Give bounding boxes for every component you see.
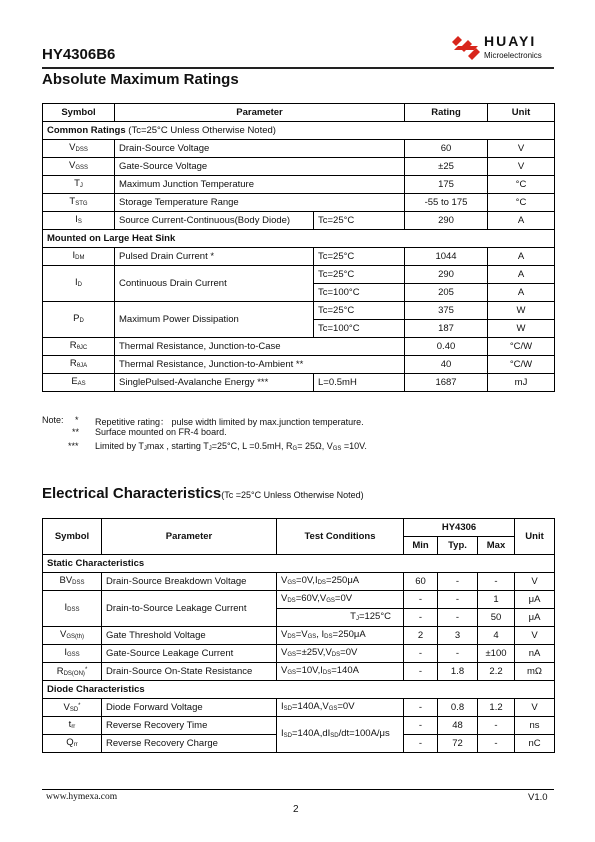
table-row <box>43 248 555 266</box>
rating-cell: 60 <box>405 140 488 158</box>
unit-cell: V <box>515 627 555 645</box>
parameter-cell: Maximum Power Dissipation <box>115 302 314 338</box>
symbol-cell: VGSS <box>43 158 115 176</box>
unit-cell: A <box>488 212 555 230</box>
unit-cell: mJ <box>488 374 555 392</box>
rating-cell: 290 <box>405 212 488 230</box>
typ-cell: 48 <box>438 717 478 735</box>
rating-cell: 0.40 <box>405 338 488 356</box>
condition-cell: VGS=10V,IDS=140A <box>277 663 404 681</box>
col-test-conditions: Test Conditions <box>277 519 404 555</box>
col-rating: Rating <box>405 104 488 122</box>
max-cell: 2.2 <box>478 663 515 681</box>
parameter-cell: Storage Temperature Range <box>115 194 405 212</box>
symbol-cell: IDSS <box>43 591 102 627</box>
unit-cell: V <box>488 140 555 158</box>
parameter-cell: Gate Threshold Voltage <box>102 627 277 645</box>
col-min: Min <box>404 537 438 555</box>
condition-cell: TJ=125°C <box>277 609 404 627</box>
parameter-cell: Thermal Resistance, Junction-to-Ambient ** <box>115 356 405 374</box>
typ-cell: 0.8 <box>438 699 478 717</box>
unit-cell: A <box>488 248 555 266</box>
rating-cell: 1687 <box>405 374 488 392</box>
ec-table <box>42 518 555 753</box>
condition-cell: L=0.5mH <box>314 374 405 392</box>
page-number: 2 <box>293 804 299 815</box>
col-typ: Typ. <box>438 537 478 555</box>
unit-cell: V <box>515 699 555 717</box>
footer-version: V1.0 <box>528 792 548 803</box>
table-row <box>43 140 555 158</box>
unit-cell: V <box>488 158 555 176</box>
symbol-cell: RθJC <box>43 338 115 356</box>
condition-cell: Tc=100°C <box>314 284 405 302</box>
min-cell: - <box>404 717 438 735</box>
rating-cell: 205 <box>405 284 488 302</box>
table-row <box>43 158 555 176</box>
group-heatsink <box>43 230 555 248</box>
rating-cell: 40 <box>405 356 488 374</box>
condition-cell: VDS=60V,VGS=0V <box>277 591 404 609</box>
parameter-cell: Drain-Source Breakdown Voltage <box>102 573 277 591</box>
symbol-cell: VDSS <box>43 140 115 158</box>
col-unit: Unit <box>488 104 555 122</box>
unit-cell: mΩ <box>515 663 555 681</box>
table-row <box>43 591 555 609</box>
group-static <box>43 555 555 573</box>
table-row <box>43 266 555 284</box>
group-diode <box>43 681 555 699</box>
unit-cell: μA <box>515 591 555 609</box>
condition-cell: Tc=25°C <box>314 266 405 284</box>
col-max: Max <box>478 537 515 555</box>
unit-cell: ns <box>515 717 555 735</box>
symbol-cell: ID <box>43 266 115 302</box>
col-symbol: Symbol <box>43 519 102 555</box>
footer-url: www.hymexa.com <box>46 792 118 802</box>
symbol-cell: PD <box>43 302 115 338</box>
typ-cell: - <box>438 645 478 663</box>
max-cell: 4 <box>478 627 515 645</box>
symbol-cell: TSTG <box>43 194 115 212</box>
rating-cell: 187 <box>405 320 488 338</box>
parameter-cell: Reverse Recovery Time <box>102 717 277 735</box>
unit-cell: °C <box>488 176 555 194</box>
table-row <box>43 717 555 735</box>
table-row <box>43 645 555 663</box>
group-static-label: Static Characteristics <box>43 555 555 573</box>
unit-cell: °C/W <box>488 338 555 356</box>
parameter-cell: Source Current-Continuous(Body Diode) <box>115 212 314 230</box>
ec-title: Electrical Characteristics(Tc =25°C Unless Otherwise Noted) <box>42 485 364 502</box>
min-cell: - <box>404 591 438 609</box>
group-diode-label: Diode Characteristics <box>43 681 555 699</box>
group-common <box>43 122 555 140</box>
parameter-cell: SinglePulsed-Avalanche Energy *** <box>115 374 314 392</box>
table-row <box>43 356 555 374</box>
symbol-cell: trr <box>43 717 102 735</box>
rating-cell: 1044 <box>405 248 488 266</box>
symbol-cell: IGSS <box>43 645 102 663</box>
ec-title-note: (Tc =25°C Unless Otherwise Noted) <box>221 490 364 500</box>
symbol-cell: RθJA <box>43 356 115 374</box>
symbol-cell: VGS(th) <box>43 627 102 645</box>
unit-cell: nC <box>515 735 555 753</box>
typ-cell: 1.8 <box>438 663 478 681</box>
unit-cell: nA <box>515 645 555 663</box>
max-cell: - <box>478 573 515 591</box>
condition-cell: VGS=±25V,VDS=0V <box>277 645 404 663</box>
symbol-cell: Qrr <box>43 735 102 753</box>
parameter-cell: Drain-to-Source Leakage Current <box>102 591 277 627</box>
table-row <box>43 302 555 320</box>
min-cell: - <box>404 735 438 753</box>
table-row <box>43 194 555 212</box>
max-cell: - <box>478 717 515 735</box>
table-row <box>43 338 555 356</box>
condition-cell: Tc=25°C <box>314 302 405 320</box>
table-row <box>43 374 555 392</box>
typ-cell: - <box>438 573 478 591</box>
col-symbol: Symbol <box>43 104 115 122</box>
note-1: Note: * Repetitive rating： pulse width limited by max.junction temperature. <box>42 415 364 427</box>
max-cell: 50 <box>478 609 515 627</box>
typ-cell: - <box>438 591 478 609</box>
parameter-cell: Pulsed Drain Current * <box>115 248 314 266</box>
table-row <box>43 627 555 645</box>
typ-cell: - <box>438 609 478 627</box>
condition-cell: ISD=140A,dISD/dt=100A/μs <box>277 717 404 753</box>
min-cell: - <box>404 699 438 717</box>
company-logo <box>448 30 558 64</box>
amr-title: Absolute Maximum Ratings <box>42 71 239 88</box>
brand-name: HUAYI <box>484 33 537 49</box>
huayi-logo-mark <box>448 30 558 64</box>
condition-cell: ISD=140A,VGS=0V <box>277 699 404 717</box>
symbol-cell: IDM <box>43 248 115 266</box>
group-common-label: Common Ratings <box>47 124 126 136</box>
col-device: HY4306 <box>404 519 515 537</box>
parameter-cell: Diode Forward Voltage <box>102 699 277 717</box>
max-cell: - <box>478 735 515 753</box>
footer-rule <box>42 789 554 790</box>
condition-cell: VGS=0V,IDS=250μA <box>277 573 404 591</box>
condition-cell: Tc=25°C <box>314 212 405 230</box>
parameter-cell: Reverse Recovery Charge <box>102 735 277 753</box>
col-parameter: Parameter <box>115 104 405 122</box>
unit-cell: A <box>488 266 555 284</box>
symbol-cell: TJ <box>43 176 115 194</box>
unit-cell: °C <box>488 194 555 212</box>
condition-cell: Tc=25°C <box>314 248 405 266</box>
symbol-cell: BVDSS <box>43 573 102 591</box>
typ-cell: 3 <box>438 627 478 645</box>
max-cell: 1 <box>478 591 515 609</box>
table-row <box>43 212 555 230</box>
col-unit: Unit <box>515 519 555 555</box>
min-cell: - <box>404 609 438 627</box>
header-rule <box>42 67 554 69</box>
unit-cell: V <box>515 573 555 591</box>
condition-cell: Tc=100°C <box>314 320 405 338</box>
condition-cell: VDS=VGS, IDS=250μA <box>277 627 404 645</box>
min-cell: 2 <box>404 627 438 645</box>
ec-header-row <box>43 519 555 537</box>
part-number: HY4306B6 <box>42 46 116 63</box>
parameter-cell: Drain-Source Voltage <box>115 140 405 158</box>
group-common-note: (Tc=25°C Unless Otherwise Noted) <box>125 124 276 136</box>
note-label: Note: <box>42 415 64 425</box>
rating-cell: ±25 <box>405 158 488 176</box>
table-row <box>43 176 555 194</box>
amr-table <box>42 103 555 392</box>
parameter-cell: Thermal Resistance, Junction-to-Case <box>115 338 405 356</box>
parameter-cell: Gate-Source Voltage <box>115 158 405 176</box>
symbol-cell: RDS(ON)* <box>43 663 102 681</box>
table-row <box>43 699 555 717</box>
unit-cell: °C/W <box>488 356 555 374</box>
unit-cell: W <box>488 320 555 338</box>
rating-cell: -55 to 175 <box>405 194 488 212</box>
parameter-cell: Maximum Junction Temperature <box>115 176 405 194</box>
parameter-cell: Drain-Source On-State Resistance <box>102 663 277 681</box>
rating-cell: 375 <box>405 302 488 320</box>
table-row <box>43 663 555 681</box>
min-cell: - <box>404 663 438 681</box>
unit-cell: W <box>488 302 555 320</box>
rating-cell: 290 <box>405 266 488 284</box>
symbol-cell: VSD* <box>43 699 102 717</box>
parameter-cell: Continuous Drain Current <box>115 266 314 302</box>
min-cell: - <box>404 645 438 663</box>
symbol-cell: EAS <box>43 374 115 392</box>
table-row <box>43 573 555 591</box>
max-cell: ±100 <box>478 645 515 663</box>
unit-cell: A <box>488 284 555 302</box>
group-heatsink-label: Mounted on Large Heat Sink <box>43 230 555 248</box>
amr-header-row <box>43 104 555 122</box>
symbol-cell: IS <box>43 212 115 230</box>
unit-cell: μA <box>515 609 555 627</box>
typ-cell: 72 <box>438 735 478 753</box>
max-cell: 1.2 <box>478 699 515 717</box>
col-parameter: Parameter <box>102 519 277 555</box>
brand-sub: Microelectronics <box>484 51 542 60</box>
parameter-cell: Gate-Source Leakage Current <box>102 645 277 663</box>
rating-cell: 175 <box>405 176 488 194</box>
min-cell: 60 <box>404 573 438 591</box>
